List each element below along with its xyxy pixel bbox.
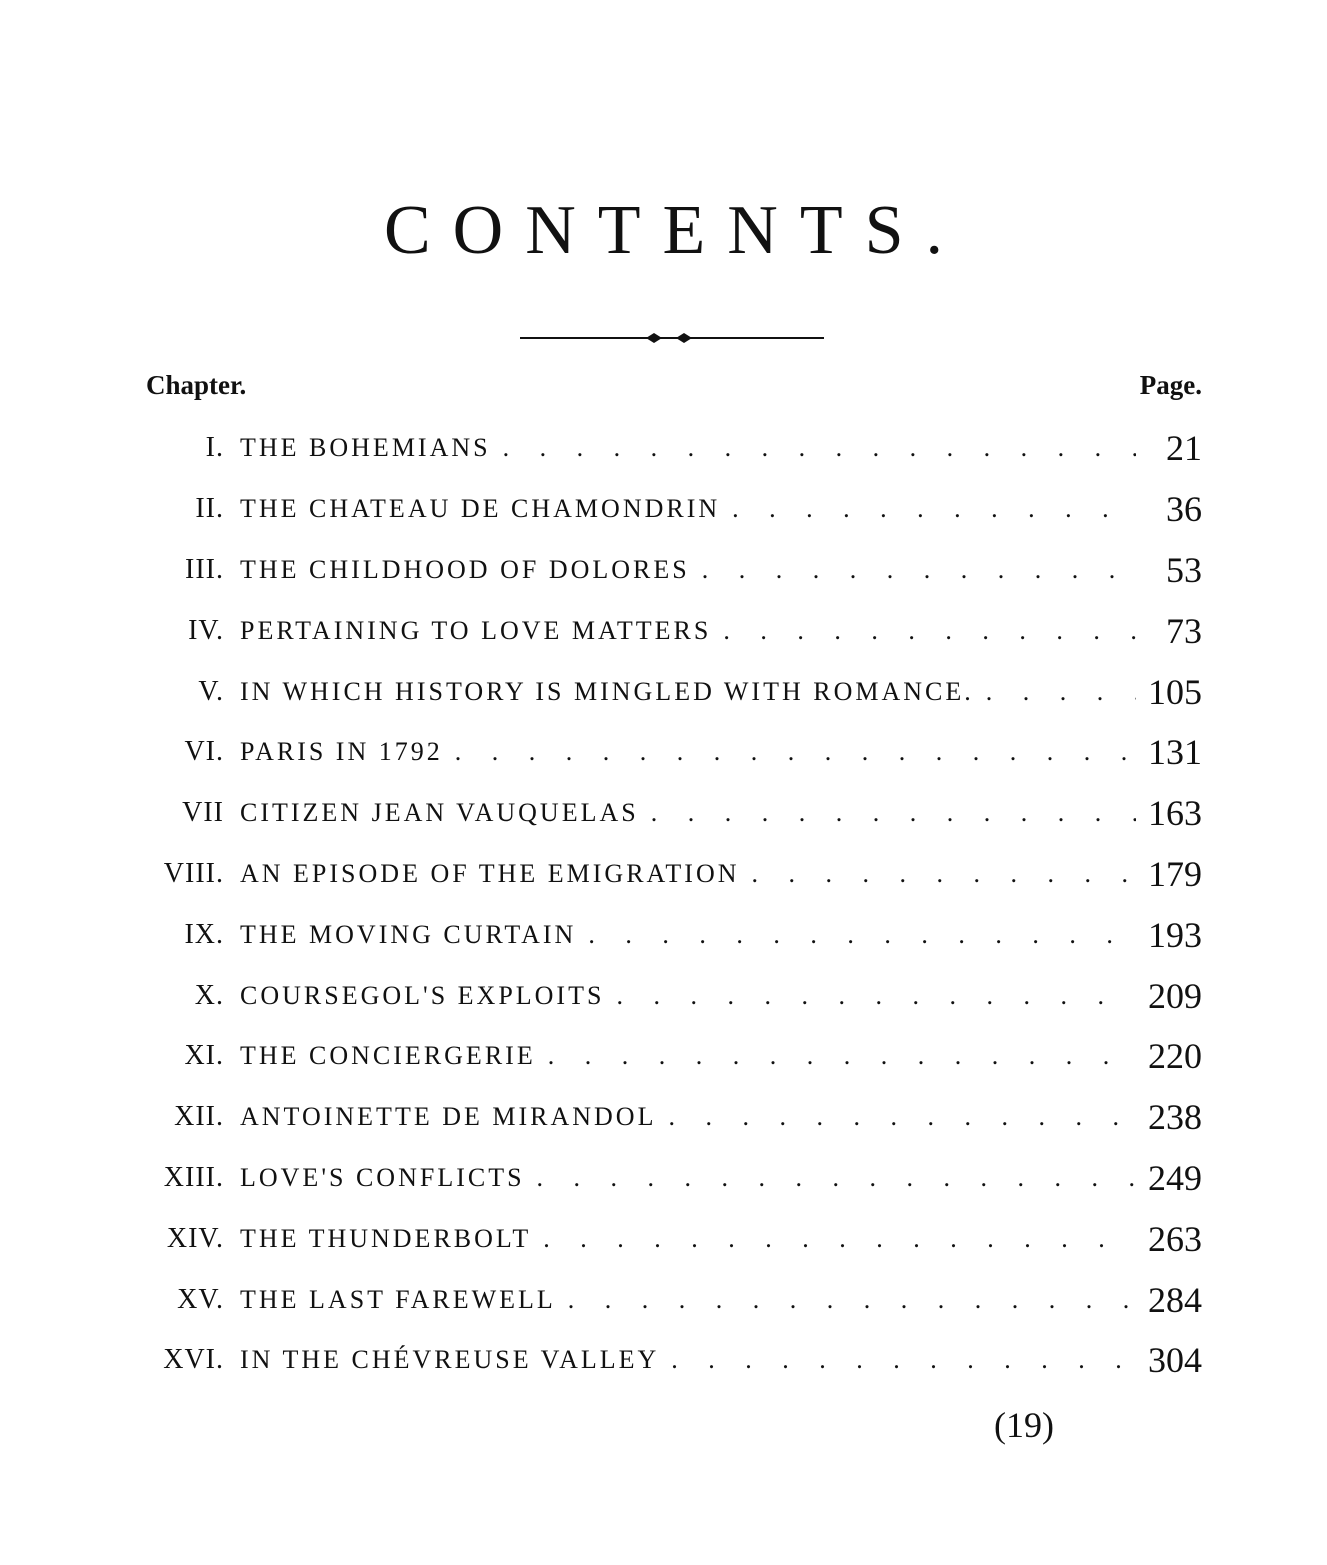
dot-leader (752, 859, 1136, 889)
dot-leader (548, 1041, 1136, 1071)
toc-entry (146, 540, 1202, 601)
chapter-numeral: XV. (177, 1283, 224, 1315)
chapter-page-number: 284 (1148, 1279, 1202, 1320)
dot-leader (651, 798, 1136, 828)
toc-entry (146, 1148, 1202, 1209)
chapter-title: LOVE'S CONFLICTS (240, 1162, 525, 1192)
chapter-entry (240, 494, 1136, 524)
chapter-page-number: 304 (1148, 1340, 1202, 1381)
chapter-entry (240, 677, 1136, 707)
ornament-rule (520, 330, 824, 346)
chapter-title: COURSEGOL'S EXPLOITS (240, 980, 605, 1010)
toc-entry (146, 783, 1202, 844)
chapter-numeral: XIV. (166, 1222, 224, 1254)
dot-leader (671, 1345, 1136, 1375)
page-folio: (19) (994, 1405, 1054, 1445)
chapter-title: THE MOVING CURTAIN (240, 919, 577, 949)
toc-entry (146, 1269, 1202, 1330)
chapter-page-number: 220 (1148, 1036, 1202, 1077)
chapter-title: THE CONCIERGERIE (240, 1041, 536, 1071)
chapter-title: PERTAINING TO LOVE MATTERS (240, 615, 712, 645)
toc-entry (146, 965, 1202, 1026)
chapter-title: THE CHILDHOOD OF DOLORES (240, 554, 690, 584)
toc-entry (146, 844, 1202, 905)
chapter-page-number: 53 (1166, 549, 1202, 590)
table-of-contents (146, 418, 1202, 1391)
toc-entry (146, 600, 1202, 661)
chapter-entry (240, 920, 1136, 950)
dot-leader (668, 1102, 1136, 1132)
chapter-entry (240, 616, 1136, 646)
chapter-numeral: II. (195, 493, 224, 525)
chapter-title: THE BOHEMIANS (240, 433, 491, 463)
page-title: CONTENTS. (383, 192, 966, 269)
chapter-entry (240, 1163, 1136, 1193)
chapter-page-number: 36 (1166, 489, 1202, 530)
chapter-entry (240, 1285, 1136, 1315)
dot-leader (588, 920, 1136, 950)
chapter-numeral: VIII. (163, 857, 224, 889)
chapter-page-number: 163 (1148, 793, 1202, 834)
dot-leader (568, 1285, 1136, 1315)
chapter-page-number: 131 (1148, 732, 1202, 773)
column-header-row (146, 370, 1202, 410)
toc-entry (146, 1208, 1202, 1269)
chapter-page-number: 209 (1148, 975, 1202, 1016)
chapter-numeral: VI. (184, 736, 224, 768)
toc-entry (146, 479, 1202, 540)
toc-entry (146, 904, 1202, 965)
chapter-numeral: X. (194, 979, 224, 1011)
chapter-entry (240, 1345, 1136, 1375)
chapter-numeral: IX. (184, 918, 224, 950)
toc-entry (146, 418, 1202, 479)
chapter-title: PARIS IN 1792 (240, 737, 443, 767)
chapter-title: AN EPISODE OF THE EMIGRATION (240, 858, 740, 888)
dot-leader (616, 981, 1136, 1011)
dot-leader (503, 433, 1136, 463)
chapter-entry (240, 1102, 1136, 1132)
chapter-title: THE LAST FAREWELL (240, 1284, 556, 1314)
chapter-entry (240, 859, 1136, 889)
dot-leader (543, 1224, 1136, 1254)
chapter-entry (240, 1041, 1136, 1071)
chapter-page-number: 249 (1148, 1157, 1202, 1198)
chapter-page-number: 73 (1166, 610, 1202, 651)
chapter-numeral: VII (182, 797, 224, 829)
dot-leader (455, 737, 1136, 767)
chapter-numeral: XVI. (163, 1344, 224, 1376)
toc-entry (146, 661, 1202, 722)
chapter-title: IN THE CHÉVREUSE VALLEY (240, 1345, 660, 1375)
toc-entry (146, 1087, 1202, 1148)
chapter-title: THE THUNDERBOLT (240, 1223, 532, 1253)
chapter-entry (240, 737, 1136, 767)
chapter-numeral: XI. (184, 1040, 224, 1072)
chapter-title: IN WHICH HISTORY IS MINGLED WITH ROMANCE. (240, 676, 974, 706)
chapter-page-number: 21 (1166, 428, 1202, 469)
chapter-numeral: III. (185, 553, 224, 585)
chapter-page-number: 238 (1148, 1097, 1202, 1138)
dot-leader (702, 555, 1136, 585)
chapter-entry (240, 433, 1136, 463)
chapter-entry (240, 555, 1136, 585)
chapter-page-number: 193 (1148, 914, 1202, 955)
chapter-title: THE CHATEAU DE CHAMONDRIN (240, 494, 721, 524)
chapter-page-number: 263 (1148, 1218, 1202, 1259)
chapter-numeral: V. (198, 675, 224, 707)
dot-leader (537, 1163, 1136, 1193)
chapter-title: CITIZEN JEAN VAUQUELAS (240, 798, 639, 828)
chapter-title: ANTOINETTE DE MIRANDOL (240, 1102, 657, 1132)
chapter-numeral: XII. (174, 1101, 224, 1133)
chapter-column-header: Chapter. (146, 370, 247, 400)
toc-entry (146, 1026, 1202, 1087)
dot-leader (723, 616, 1136, 646)
toc-entry (146, 1330, 1202, 1391)
dot-leader (986, 677, 1136, 707)
toc-entry (146, 722, 1202, 783)
chapter-page-number: 105 (1148, 671, 1202, 712)
chapter-numeral: I. (205, 432, 224, 464)
chapter-entry (240, 981, 1136, 1011)
dot-leader (732, 494, 1136, 524)
chapter-entry (240, 1224, 1136, 1254)
chapter-entry (240, 798, 1136, 828)
chapter-numeral: XIII. (163, 1161, 224, 1193)
chapter-numeral: IV. (188, 614, 224, 646)
page-column-header: Page. (1139, 370, 1202, 400)
chapter-page-number: 179 (1148, 853, 1202, 894)
